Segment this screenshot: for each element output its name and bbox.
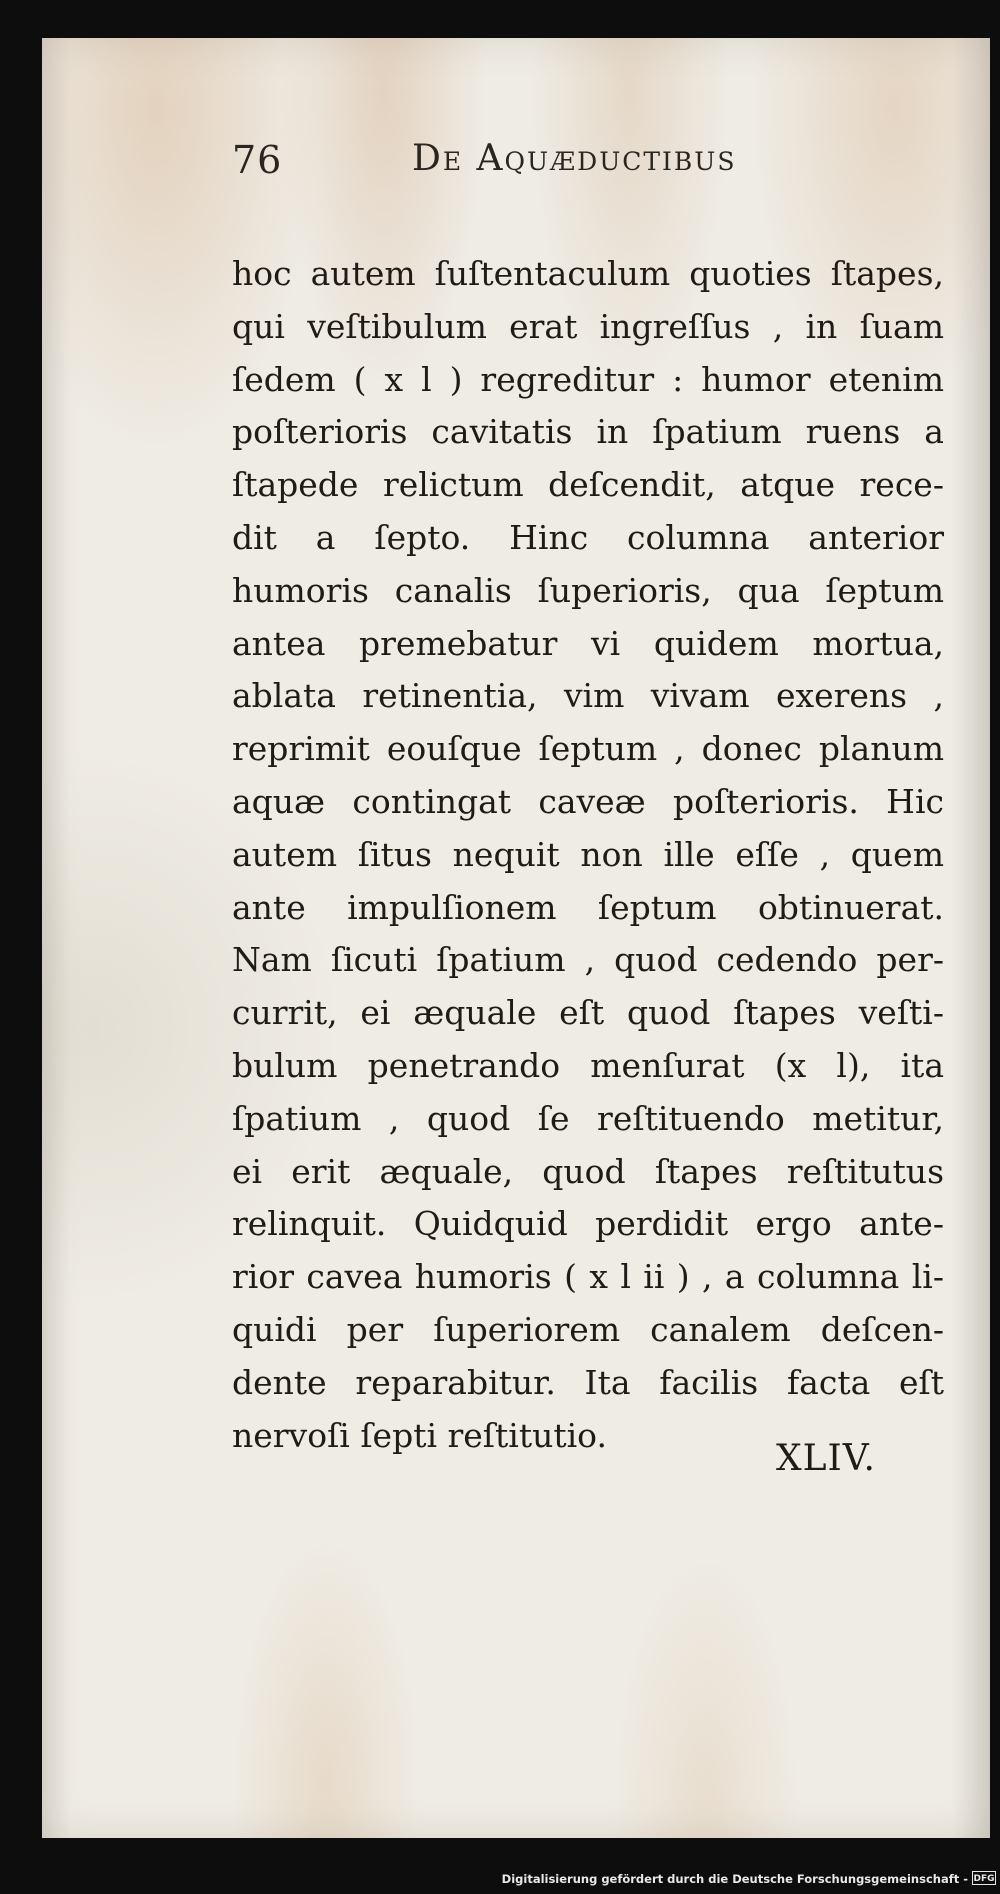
text-line: humoris canalis ſuperioris, qua ſeptum bbox=[232, 570, 944, 610]
text-line: poſterioris cavitatis in ſpatium ruens a bbox=[232, 412, 944, 452]
text-line: relinquit. Quidquid perdidit ergo ante- bbox=[232, 1204, 944, 1244]
text-line: bulum penetrando menſurat (x l), ita bbox=[232, 1045, 944, 1085]
text-line: autem ſitus nequit non ille eſſe , quem bbox=[232, 834, 944, 874]
text-line: dente reparabitur. Ita facilis facta eſt bbox=[232, 1362, 944, 1402]
dfg-logo-icon: DFG bbox=[972, 1871, 996, 1885]
text-line: rior cavea humoris ( x l ii ) , a columna li- bbox=[232, 1257, 944, 1297]
text-line: quidi per ſuperiorem canalem deſcen- bbox=[232, 1309, 944, 1349]
running-head bbox=[232, 138, 752, 208]
text-line: ei erit æquale, quod ſtapes reſtitutus bbox=[232, 1151, 944, 1191]
text-line: ſedem ( x l ) regreditur : humor etenim bbox=[232, 359, 944, 399]
digitization-footer bbox=[0, 1866, 1000, 1894]
text-line: ante impulſionem ſeptum obtinuerat. bbox=[232, 887, 944, 927]
text-line: ſpatium , quod ſe reſtituendo metitur, bbox=[232, 1098, 944, 1138]
text-line: aquæ contingat caveæ poſterioris. Hic bbox=[232, 781, 944, 821]
text-line: currit, ei æquale eſt quod ſtapes veſti- bbox=[232, 993, 944, 1033]
text-line: dit a ſepto. Hinc columna anterior bbox=[232, 517, 944, 557]
catchword: XLIV. bbox=[776, 1438, 876, 1479]
body-text bbox=[232, 248, 944, 1462]
text-line: ablata retinentia, vim vivam exerens , bbox=[232, 676, 944, 716]
text-line: ſtapede relictum deſcendit, atque rece- bbox=[232, 465, 944, 505]
text-line: nervoſi ſepti reſtitutio. bbox=[232, 1415, 607, 1455]
page-number: 76 bbox=[232, 138, 283, 182]
text-line: qui veſtibulum erat ingreſſus , in ſuam bbox=[232, 306, 944, 346]
text-line: hoc autem ſuſtentaculum quoties ſtapes, bbox=[232, 254, 944, 293]
text-line: reprimit eouſque ſeptum , donec planum bbox=[232, 729, 944, 769]
funding-credit: Digitalisierung gefördert durch die Deutsche Forschungsgemeinschaft - bbox=[501, 1872, 968, 1886]
text-line: antea premebatur vi quidem mortua, bbox=[232, 623, 944, 663]
running-head-title: De Aquæductibus bbox=[412, 138, 737, 179]
text-line: Nam ſicuti ſpatium , quod cedendo per- bbox=[232, 940, 944, 980]
